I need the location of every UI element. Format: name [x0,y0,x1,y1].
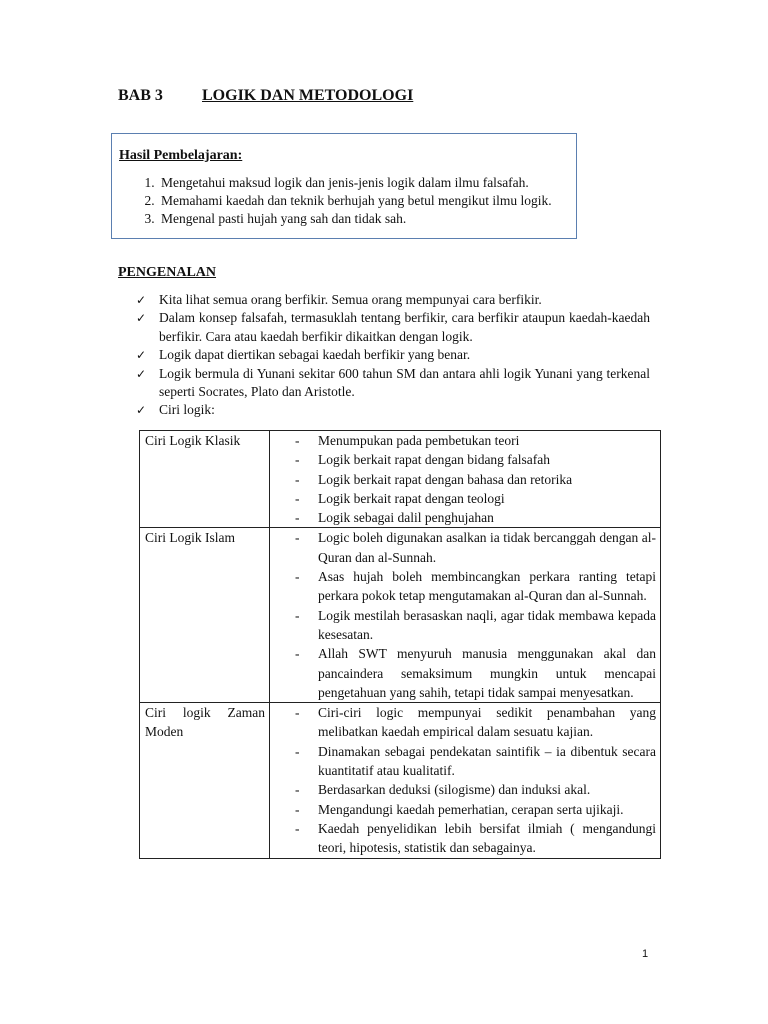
table-list-text: Kaedah penyelidikan lebih bersifat ilmiah ( mengandungi teori, hipotesis, statistik dan sebagainya. [318,820,656,856]
table-list-text: Mengandungi kaedah pemerhatian, cerapan serta ujikaji. [318,801,624,817]
table-list-text: Logik berkait rapat dengan teologi [318,490,505,506]
learning-outcome-item: 1. Mengetahui maksud logik dan jenis-jenis logik dalam ilmu falsafah. [158,174,552,192]
dash-bullet: - [295,743,300,759]
checklist-item [136,346,650,364]
table-list-text: Allah SWT menyuruh manusia menggunakan akal dan pancaindera semaksimum mungkin untuk mencapai pengetahuan yang sahih, tetapi tidak sampai menyesatkan. [318,646,656,700]
chapter-heading [118,87,413,105]
checklist-item [136,309,650,346]
checklist-item [136,291,650,309]
table-list-item [270,644,656,702]
table-list-text: Dinamakan sebagai pendekatan saintifik – ia dibentuk secara kuantitatif atau kualitatif. [318,743,656,779]
checklist-text: Kita lihat semua orang berfikir. Semua orang mempunyai cara berfikir. [159,292,542,307]
page-number: 1 [642,948,649,960]
learning-outcomes-list [112,174,552,228]
checklist-text: Dalam konsep falsafah, termasuklah tentang berfikir, cara berfikir ataupun kaedah-kaedah berfikir. Cara atau kaedah berfikir dikaitkan dengan logik. [159,310,650,344]
checklist-item [136,365,650,402]
row-items [270,528,661,703]
row-label: Ciri Logik Klasik [140,431,270,528]
dash-bullet: - [295,801,300,817]
table-list-text: Logic boleh digunakan asalkan ia tidak bercanggah dengan al-Quran dan al-Sunnah. [318,530,656,565]
row-items [270,431,661,528]
checklist-text: Logik bermula di Yunani sekitar 600 tahun SM dan antara ahli logik Yunani yang terkenal seperti Socrates, Plato dan Aristotle. [159,365,650,400]
row-label: Ciri Logik Islam [140,528,270,703]
table-list-text: Logik sebagai dalil penghujahan [318,510,494,526]
section-heading-pengenalan: PENGENALAN [118,265,217,280]
learning-outcomes-heading: Hasil Pembelajaran: [119,148,243,163]
table-list-item [270,703,656,742]
table-list-text: Logik mestilah berasaskan naqli, agar tidak membawa kepada kesesatan. [318,607,656,642]
table-list-item [270,489,656,508]
dash-bullet: - [295,452,300,468]
dash-bullet: - [295,820,300,836]
checkmark-icon: ✓ [136,293,147,307]
learning-outcome-item: 2. Memahami kaedah dan teknik berhujah yang betul mengikut ilmu logik. [158,192,552,210]
dash-bullet: - [295,705,300,721]
table-list-item [270,431,656,450]
table-row-klasik [140,431,661,528]
table-list-item [270,742,656,781]
dash-bullet: - [295,646,300,662]
checkmark-icon: ✓ [136,311,147,326]
checklist-text: Logik dapat diertikan sebagai kaedah berfikir yang benar. [159,347,471,363]
dash-bullet: - [295,433,300,448]
table-list-item [270,470,656,489]
row-label: Ciri logik Zaman Moden [140,703,270,858]
table-list-text: Logik berkait rapat dengan bidang falsafah [318,452,551,468]
table-row-islam [140,528,661,703]
dash-bullet: - [295,490,300,506]
table-list-text: Logik berkait rapat dengan bahasa dan retorika [318,471,573,487]
logic-characteristics-table [139,430,661,859]
dash-bullet: - [295,569,300,585]
table-list-text: Asas hujah boleh membincangkan perkara ranting tetapi perkara pokok tetap mengutamakan al-Quran dan al-Sunnah. [318,569,656,604]
dash-bullet: - [295,530,300,546]
table-list-item [270,800,656,819]
table-list-text: Ciri-ciri logic mempunyai sedikit penambahan yang melibatkan kaedah empirical dalam sesuatu kajian. [318,705,656,740]
table-list-item [270,606,656,645]
learning-outcome-item: 3. Mengenal pasti hujah yang sah dan tidak sah. [158,210,552,228]
table-list-item [270,780,656,799]
dash-bullet: - [295,607,300,623]
table-list-item [270,528,656,567]
checkmark-icon: ✓ [136,366,147,381]
dash-bullet: - [295,782,300,798]
intro-checklist [136,291,650,420]
row-items [270,703,661,858]
table-row-moden [140,703,661,858]
table-list-item [270,508,656,527]
table-list-item [270,819,656,858]
checklist-item [136,401,650,419]
table-list-item [270,450,656,469]
chapter-title: LOGIK DAN METODOLOGI [202,87,414,104]
chapter-number: BAB 3 [118,87,163,104]
table-list-text: Menumpukan pada pembetukan teori [318,433,520,448]
checkmark-icon: ✓ [136,403,147,418]
dash-bullet: - [295,471,300,487]
learning-outcomes-box [111,133,577,239]
checkmark-icon: ✓ [136,348,147,363]
table-list-item [270,567,656,606]
table-list-text: Berdasarkan deduksi (silogisme) dan induksi akal. [318,782,591,798]
checklist-text: Ciri logik: [159,402,215,418]
dash-bullet: - [295,510,300,526]
